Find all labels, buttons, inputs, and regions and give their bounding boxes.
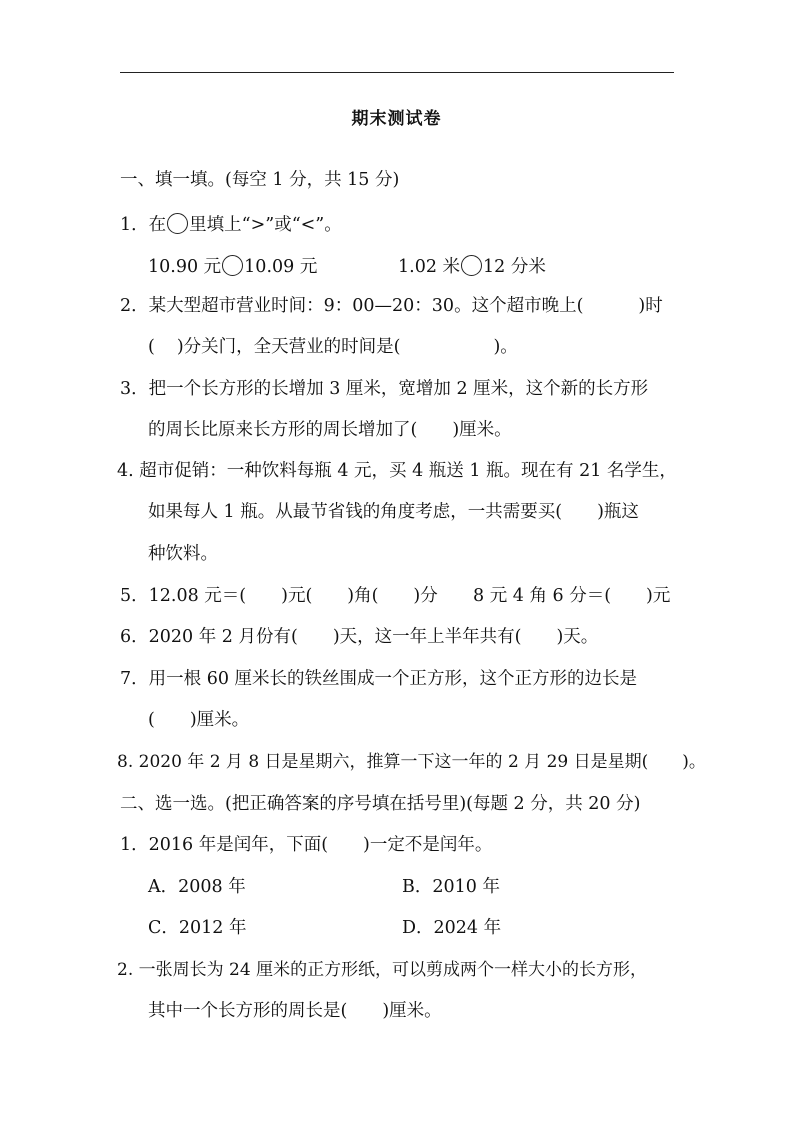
q1-1-stem: [120, 212, 342, 238]
q1-7-line1: 7．用一根 60 厘米长的铁丝围成一个正方形，这个正方形的边长是: [120, 669, 638, 689]
compare-b-left: 1.02 米: [398, 257, 461, 277]
q1-4-line1: 4. 超市促销：一种饮料每瓶 4 元，买 4 瓶送 1 瓶。现在有 21 名学生，: [117, 461, 677, 481]
q1-1-compare-a: [148, 254, 317, 280]
q1-2-line1-text: 2．某大型超市营业时间：9：00—20：30。这个超市晚上(: [120, 296, 584, 316]
compare-a-left: 10.90 元: [148, 257, 222, 277]
q1-2-line2-b: )分关门，全天营业的时间是(: [176, 337, 401, 357]
q1-6: 6．2020 年 2 月份有( )天，这一年上半年共有( )天。: [120, 627, 599, 647]
q1-4-line3: 种饮料。: [148, 544, 218, 564]
answer-circle[interactable]: [167, 213, 188, 234]
q1-4-line2: 如果每人 1 瓶。从最节省钱的角度考虑，一共需要买( )瓶这: [148, 502, 639, 522]
option-b[interactable]: B．2010 年: [402, 877, 500, 897]
q1-2-line2-a: (: [148, 337, 155, 357]
compare-b-right: 12 分米: [483, 257, 546, 277]
q1-1-compare-b: [398, 254, 546, 280]
q1-2-line1-end: )时: [638, 296, 663, 316]
q1-5-part-b: 8 元 4 角 6 分＝( )元: [473, 586, 671, 606]
option-d[interactable]: D．2024 年: [402, 918, 502, 938]
section2-heading: 二、选一选。(把正确答案的序号填在括号里)(每题 2 分，共 20 分): [120, 794, 641, 814]
compare-b-circle[interactable]: [461, 255, 482, 276]
q1-1-stem-a: 1．在: [120, 215, 167, 235]
compare-a-circle[interactable]: [222, 255, 243, 276]
q1-2-line1: [120, 293, 663, 319]
q1-2-line2: [148, 334, 518, 360]
compare-a-right: 10.09 元: [244, 257, 318, 277]
header-rule: [120, 72, 674, 73]
q2-2-line1: 2. 一张周长为 24 厘米的正方形纸，可以剪成两个一样大小的长方形，: [117, 960, 648, 980]
page-title: 期末测试卷: [351, 109, 442, 129]
q2-1-stem: 1．2016 年是闰年，下面( )一定不是闰年。: [120, 835, 493, 855]
option-a[interactable]: A．2008 年: [148, 877, 246, 897]
q2-2-line2: 其中一个长方形的周长是( )厘米。: [148, 1001, 442, 1021]
q1-8: 8. 2020 年 2 月 8 日是星期六，推算一下这一年的 2 月 29 日是星期( )。: [117, 752, 706, 772]
section1-heading: 一、填一填。(每空 1 分，共 15 分): [120, 170, 400, 190]
q1-1-stem-b: 里填上“>”或“<”。: [189, 215, 342, 235]
q1-3-line2: 的周长比原来长方形的周长增加了( )厘米。: [148, 420, 512, 440]
q1-2-line2-c: )。: [493, 337, 518, 357]
option-c[interactable]: C．2012 年: [148, 918, 247, 938]
q1-5-part-a: 5．12.08 元＝( )元( )角( )分: [120, 586, 438, 606]
q1-7-line2: ( )厘米。: [148, 710, 250, 730]
q1-3-line1: 3．把一个长方形的长增加 3 厘米，宽增加 2 厘米，这个新的长方形: [120, 379, 649, 399]
